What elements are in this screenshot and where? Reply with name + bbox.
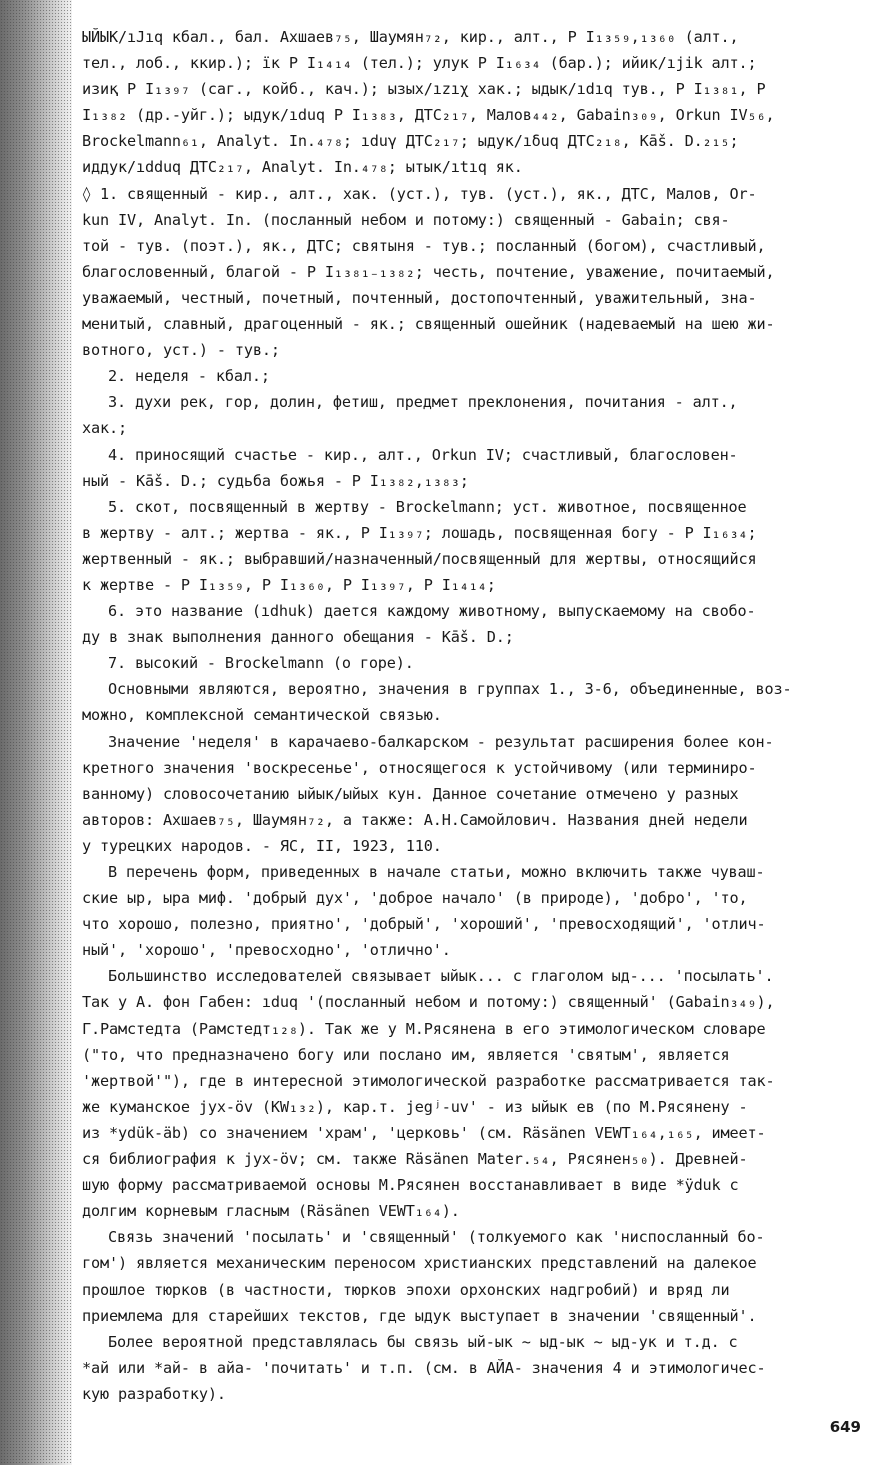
text-line: 4. приносящий счастье - кир., алт., Orkun IV; счастливый, благословен- xyxy=(108,445,738,464)
scan-binding-shadow xyxy=(0,0,72,1465)
text-line: уважаемый, честный, почетный, почтенный, достопочтенный, уважительный, зна- xyxy=(82,288,757,307)
text-line: гом') является механическим переносом христианских представлений на далекое xyxy=(82,1254,757,1273)
text-line: 2. неделя - кбал.; xyxy=(108,367,270,386)
text-line: Основными являются, вероятно, значения в группах 1., 3-6, объединенные, воз- xyxy=(108,680,792,699)
text-line: 'жертвой'"), где в интересной этимологической разработке рассматривается так- xyxy=(82,1071,775,1090)
text-line: хак.; xyxy=(82,419,127,438)
text-line: 6. это название (ıdhuk) дается каждому животному, выпускаемому на свобо- xyxy=(108,602,756,621)
text-line: авторов: Ахшаев₇₅, Шаумян₇₂, а также: А.Н.Самойлович. Названия дней недели xyxy=(82,810,748,829)
text-line: в жертву - алт.; жертва - як., Р I₁₃₉₇; лошадь, посвященная богу - Р I₁₆₃₄; xyxy=(82,523,757,542)
document-text xyxy=(82,24,855,1407)
text-line: что хорошо, полезно, приятно', 'добрый', 'хороший', 'превосходящий', 'отлич- xyxy=(82,915,766,934)
text-line: ("то, что предназначено богу или послано им, является 'святым', является xyxy=(82,1045,730,1064)
text-line: приемлема для старейших текстов, где ыдук выступает в значении 'священный'. xyxy=(82,1306,757,1325)
text-line: тел., лоб., ккир.); їк Р I₁₄₁₄ (тел.); улук Р I₁₆₃₄ (бар.); ийик/ıjik алт.; xyxy=(82,54,757,73)
page-number: 649 xyxy=(829,1418,861,1436)
text-line: 7. высокий - Brockelmann (о горе). xyxy=(108,654,414,673)
text-line: Brockelmann₆₁, Analyt. In.₄₇₈; ıduγ ДТС₂₁₇; ыдук/ıδuq ДТС₂₁₈, Kāš. D.₂₁₅; xyxy=(82,132,739,151)
text-line: той - тув. (поэт.), як., ДТС; святыня - тув.; посланный (богом), счастливый, xyxy=(82,236,766,255)
text-line: у турецких народов. - ЯС, II, 1923, 110. xyxy=(82,836,442,855)
text-line: шую форму рассматриваемой основы М.Рясянен восстанавливает в виде *ÿduk с xyxy=(82,1176,739,1195)
text-line: В перечень форм, приведенных в начале статьи, можно включить также чуваш- xyxy=(108,863,765,881)
text-line: жертвенный - як.; выбравший/назначенный/посвященный для жертвы, относящийся xyxy=(82,549,757,568)
text-line: долгим корневым гласным (Räsänen VEWT₁₆₄). xyxy=(82,1202,460,1221)
text-line: ный - Kāš. D.; судьба божья - Р I₁₃₈₂,₁₃₈₃; xyxy=(82,471,469,490)
text-line: Так у А. фон Габен: ıduq '(посланный небом и потому:) священный' (Gabain₃₄₉), xyxy=(82,993,775,1012)
text-line: менитый, славный, драгоценный - як.; священный ошейник (надеваемый на шею жи- xyxy=(82,315,775,334)
text-line: I₁₃₈₂ (др.-уйг.); ыдук/ıduq Р I₁₃₈₃, ДТС₂₁₇, Малов₄₄₂, Gabain₃₀₉, Orkun IV₅₆, xyxy=(82,106,775,125)
text-line: ся библиография к jух-öv; см. также Räsänen Mater.₅₄, Рясянен₅₀). Древней- xyxy=(82,1150,748,1169)
text-line: Более вероятной представлялась бы связь ый-ык ~ ыд-ык ~ ыд-ук и т.д. с xyxy=(108,1332,738,1351)
text-line: кую разработку). xyxy=(82,1384,226,1403)
text-line: Г.Рамстедта (Рамстедт₁₂₈). Так же у М.Рясянена в его этимологическом словаре xyxy=(82,1019,766,1038)
text-line: ◊ 1. священный - кир., алт., хак. (уст.), тув. (уст.), як., ДТС, Малов, Or- xyxy=(82,184,757,203)
text-line: ские ыр, ыра миф. 'добрый дух', 'доброе начало' (в природе), 'добро', 'то, xyxy=(82,889,748,908)
text-line: Связь значений 'посылать' и 'священный' (толкуемого как 'ниспосланный бо- xyxy=(108,1228,765,1247)
text-line: Значение 'неделя' в карачаево-балкарском - результат расширения более кон- xyxy=(108,732,774,751)
text-line: ду в знак выполнения данного обещания - Kāš. D.; xyxy=(82,628,514,647)
text-line: прошлое тюрков (в частности, тюрков эпохи орхонских надгробий) и вряд ли xyxy=(82,1280,730,1299)
text-line: же куманское jух-öv (KW₁₃₂), кар.т. jegʲ-uv' - из ыйык ев (по М.Рясянену - xyxy=(82,1097,748,1116)
text-line: благословенный, благой - Р I₁₃₈₁₋₁₃₈₂; честь, почтение, уважение, почитаемый, xyxy=(82,262,775,281)
text-line: изиқ Р I₁₃₉₇ (саг., койб., кач.); ызых/ızıχ хак.; ыдык/ıdıq тув., Р I₁₃₈₁, Р xyxy=(82,80,766,99)
text-line: 3. духи рек, гор, долин, фетиш, предмет преклонения, почитания - алт., xyxy=(108,393,738,412)
text-line: *ай или *ай- в айа- 'почитать' и т.п. (см. в АЙА- значения 4 и этимологичес- xyxy=(82,1358,766,1377)
text-line: иддук/ıdduq ДТС₂₁₇, Analyt. In.₄₇₈; ытык/ıtıq як. xyxy=(82,158,523,177)
text-line: Большинство исследователей связывает ыйык... с глаголом ыд-... 'посылать'. xyxy=(108,967,774,986)
text-line: kun IV, Analyt. In. (посланный небом и потому:) священный - Gabain; свя- xyxy=(82,210,730,229)
text-line: вотного, уст.) - тув.; xyxy=(82,341,280,360)
text-line: ный', 'хорошо', 'превосходно', 'отлично'. xyxy=(82,941,451,960)
text-line: кретного значения 'воскресенье', относящегося к устойчивому (или терминиро- xyxy=(82,758,757,777)
text-line: 5. скот, посвященный в жертву - Brockelmann; уст. животное, посвященное xyxy=(108,497,747,516)
text-line: к жертве - Р I₁₃₅₉, Р I₁₃₆₀, Р I₁₃₉₇, Р I₁₄₁₄; xyxy=(82,575,496,594)
text-line: ванному) словосочетанию ыйык/ыйых кун. Данное сочетание отмечено у разных xyxy=(82,784,739,803)
text-line: из *ydük-äb) со значением 'храм', 'церковь' (см. Räsänen VEWT₁₆₄,₁₆₅, имеет- xyxy=(82,1123,766,1142)
text-line: ЫЙЫК/ıJıq кбал., бал. Ахшаев₇₅, Шаумян₇₂, кир., алт., Р I₁₃₅₉,₁₃₆₀ (алт., xyxy=(82,28,739,46)
text-line: можно, комплексной семантической связью. xyxy=(82,706,442,725)
